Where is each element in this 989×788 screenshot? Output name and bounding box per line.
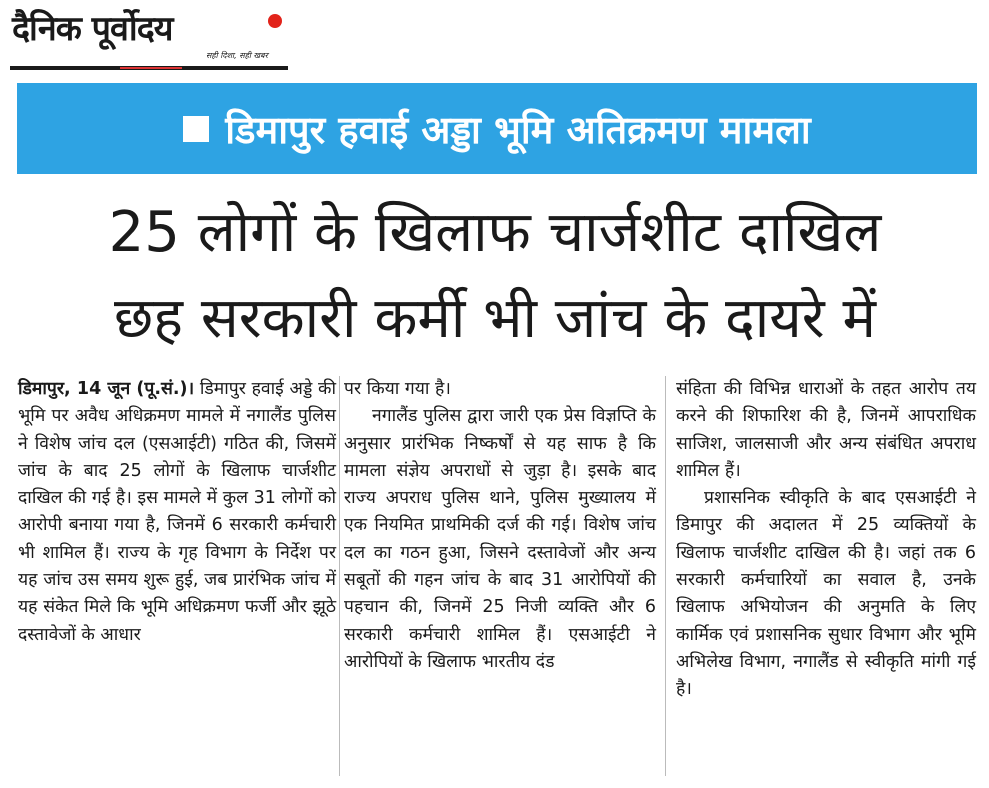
- column-3-paragraph-2: प्रशासनिक स्वीकृति के बाद एसआईटी ने डिमापुर की अदालत में 25 व्यक्तियों के खिलाफ चार्जशीट दाखिल की है। जहां तक 6 सरकारी कर्मचारियों का सवाल है, उनके खिलाफ अभियोजन की अनुमति के लिए कार्मिक एवं प्रशासनिक सुधार विभाग और भूमि अभिलेख विभाग, नगालैंड से स्वीकृति मांगी गई है।: [676, 488, 976, 700]
- logo-dot-icon: [268, 14, 282, 28]
- article-column-3: [676, 376, 976, 704]
- square-bullet-icon: [183, 116, 209, 142]
- masthead: [10, 4, 288, 72]
- topic-banner: [17, 83, 977, 174]
- article-column-2: [344, 376, 656, 676]
- column-1-text: डिमापुर हवाई अड्डे की भूमि पर अवैध अधिक्रमण मामले में नगालैंड पुलिस ने विशेष जांच दल (एसआईटी) गठित की, जिसमें जांच के बाद 25 लोगों के खिलाफ चार्जशीट दाखिल की गई है। इस मामले में कुल 31 लोगों को आरोपी बनाया गया है, जिनमें 6 सरकारी कर्मचारी भी शामिल हैं। राज्य के गृह विभाग के निर्देश पर यह जांच उस समय शुरू हुई, जब प्रारंभिक जांच में यह संकेत मिले कि भूमि अधिक्रमण फर्जी और झूठे दस्तावेजों के आधार: [18, 379, 336, 645]
- masthead-tagline: सही दिशा, सही खबर: [206, 51, 268, 60]
- masthead-title: दैनिक पूर्वोदय: [12, 9, 173, 49]
- column-2-paragraph-2: नगालैंड पुलिस द्वारा जारी एक प्रेस विज्ञप्ति के अनुसार प्रारंभिक निष्कर्षों से यह साफ है कि मामला संज्ञेय अपराधों से जुड़ा है। इसके बाद राज्य अपराध पुलिस थाने, पुलिस मुख्यालय में एक नियमित प्राथमिकी दर्ज की गई। विशेष जांच दल का गठन हुआ, जिसने दस्तावेजों और अन्य सबूतों की गहन जांच के बाद 31 आरोपियों की पहचान की, जिनमें 25 निजी व्यक्ति और 6 सरकारी कर्मचारी शामिल हैं। एसआईटी ने आरोपियों के खिलाफ भारतीय दंड: [344, 406, 656, 672]
- headline-line-2: छह सरकारी कर्मी भी जांच के दायरे में: [114, 286, 876, 351]
- column-2-paragraph-1: पर किया गया है।: [344, 379, 451, 399]
- headline-line-1: 25 लोगों के खिलाफ चार्जशीट दाखिल: [108, 200, 882, 265]
- dateline: डिमापुर, 14 जून (पू.सं.)।: [18, 379, 195, 399]
- masthead-red-strip: [120, 67, 182, 69]
- article-column-1: [18, 376, 336, 649]
- column-3-paragraph-1: संहिता की विभिन्न धाराओं के तहत आरोप तय करने की शिफारिश की है, जिनमें आपराधिक साजिश, जालसाजी और अन्य संबंधित अपराध शामिल हैं।: [676, 379, 976, 481]
- column-divider: [665, 376, 666, 776]
- column-divider: [339, 376, 340, 776]
- banner-text: डिमापुर हवाई अड्डा भूमि अतिक्रमण मामला: [225, 107, 811, 152]
